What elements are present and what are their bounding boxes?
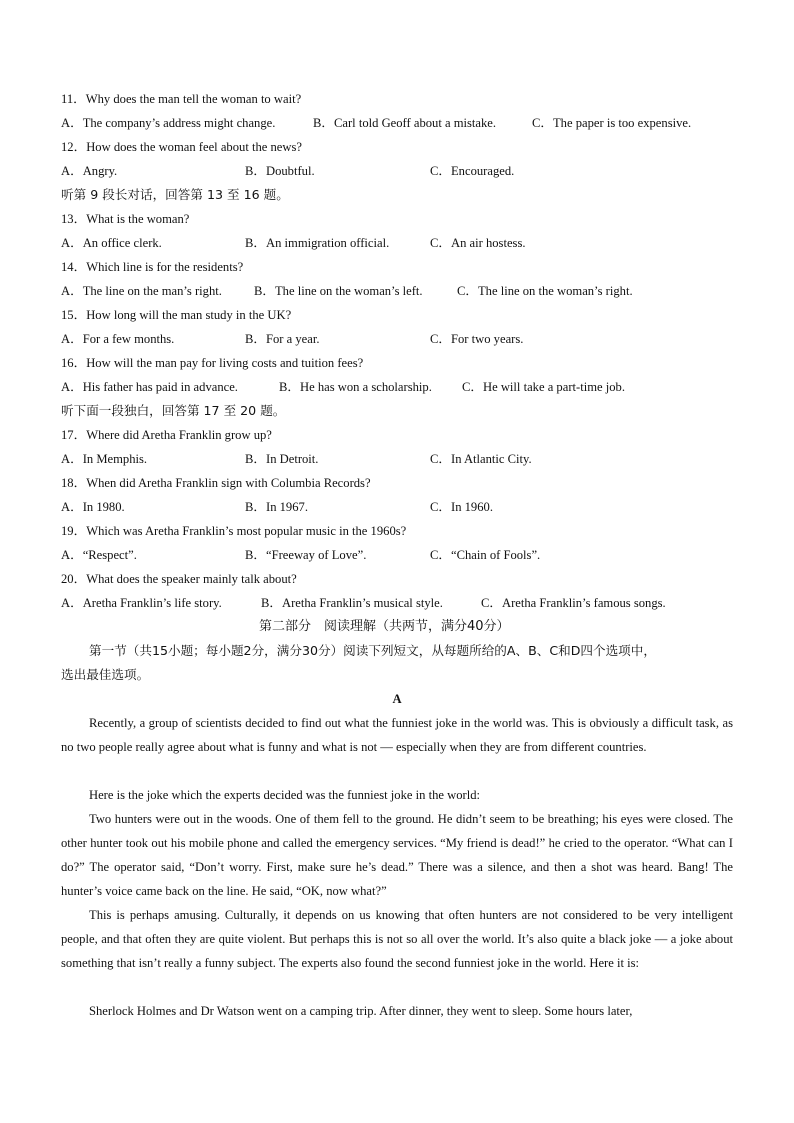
question-13-option-b: B．An immigration official. <box>245 236 390 250</box>
question-12-option-c: C．Encouraged. <box>430 164 515 178</box>
question-18-stem: 18．When did Aretha Franklin sign with Columbia Records? <box>61 476 371 490</box>
question-15-option-b: B．For a year. <box>245 332 320 346</box>
question-12-option-a: A．Angry. <box>61 164 118 178</box>
question-20-stem: 20．What does the speaker mainly talk about? <box>61 572 297 586</box>
question-17-option-b: B．In Detroit. <box>245 452 319 466</box>
question-17-option-c: C．In Atlantic City. <box>430 452 532 466</box>
question-20-option-c: C．Aretha Franklin’s famous songs. <box>481 596 666 610</box>
question-14-option-b: B．The line on the woman’s left. <box>254 284 423 298</box>
question-20-option-a: A．Aretha Franklin’s life story. <box>61 596 222 610</box>
passage-paragraph-4: This is perhaps amusing. Culturally, it depends on us knowing that often hunters are not considered to be very intelligent people, and that often they are quite violent. But perhaps this is not so all over the world. It’s also quite a black joke — a joke about something that isn’t really a funny subject. The experts also found the second funniest joke in the world. Here it is: <box>61 908 733 970</box>
question-12-option-b: B．Doubtful. <box>245 164 315 178</box>
question-19-option-a: A．“Respect”. <box>61 548 137 562</box>
part-2-title: 第二部分 阅读理解（共两节，满分40分） <box>259 619 510 634</box>
question-13-option-a: A．An office clerk. <box>61 236 162 250</box>
question-15-stem: 15．How long will the man study in the UK? <box>61 308 292 322</box>
question-16-option-b: B．He has won a scholarship. <box>279 380 432 394</box>
question-16-stem: 16．How will the man pay for living costs and tuition fees? <box>61 356 364 370</box>
question-14-option-c: C．The line on the woman’s right. <box>457 284 633 298</box>
question-13-option-c: C．An air hostess. <box>430 236 526 250</box>
question-11-stem: 11．Why does the man tell the woman to wait? <box>61 92 302 106</box>
passage-paragraph-5: Sherlock Holmes and Dr Watson went on a camping trip. After dinner, they went to sleep. Some hours later, <box>89 1004 633 1018</box>
question-12-stem: 12．How does the woman feel about the news? <box>61 140 302 154</box>
question-18-option-c: C．In 1960. <box>430 500 493 514</box>
instruction-dialog-9: 听第 9 段长对话，回答第 13 至 16 题。 <box>61 187 289 202</box>
question-17-stem: 17．Where did Aretha Franklin grow up? <box>61 428 272 442</box>
passage-paragraph-3: Two hunters were out in the woods. One of them fell to the ground. He didn’t seem to be breathing; his eyes were closed. The other hunter took out his mobile phone and called the emergency services. “My friend is dead!” he cried to the operator. “What can I do?” The operator said, “Don’t worry. First, make sure he’s dead.” There was a silence, and then a shot was heard. Bang! The hunter’s voice came back on the line. He said, “OK, now what?” <box>61 812 733 898</box>
question-15-option-c: C．For two years. <box>430 332 524 346</box>
question-17-option-a: A．In Memphis. <box>61 452 148 466</box>
question-16-option-c: C．He will take a part-time job. <box>462 380 625 394</box>
question-19-option-c: C．“Chain of Fools”. <box>430 548 541 562</box>
section-1-instructions: 第一节（共15小题；每小题2分，满分30分）阅读下列短文，从每题所给的A、B、C和D四个选项中， <box>89 643 656 658</box>
question-11-option-a: A．The company’s address might change. <box>61 116 276 130</box>
instruction-monologue: 听下面一段独白，回答第 17 至 20 题。 <box>61 403 286 418</box>
question-18-option-a: A．In 1980. <box>61 500 125 514</box>
question-11-option-c: C．The paper is too expensive. <box>532 116 692 130</box>
question-18-option-b: B．In 1967. <box>245 500 308 514</box>
question-14-stem: 14．Which line is for the residents? <box>61 260 244 274</box>
question-14-option-a: A．The line on the man’s right. <box>61 284 222 298</box>
question-16-option-a: A．His father has paid in advance. <box>61 380 238 394</box>
question-15-option-a: A．For a few months. <box>61 332 175 346</box>
question-11-option-b: B．Carl told Geoff about a mistake. <box>313 116 497 130</box>
question-20-option-b: B．Aretha Franklin’s musical style. <box>261 596 443 610</box>
passage-paragraph-1: Recently, a group of scientists decided to find out what the funniest joke in the world was. This is obviously a difficult task, as no two people really agree about what is funny and what is not — especially when they are from different countries. <box>61 716 733 754</box>
passage-paragraph-2: Here is the joke which the experts decided was the funniest joke in the world: <box>89 788 480 802</box>
passage-heading: A <box>392 692 402 706</box>
section-1-instructions-cont: 选出最佳选项。 <box>61 667 150 682</box>
question-13-stem: 13．What is the woman? <box>61 212 190 226</box>
question-19-stem: 19．Which was Aretha Franklin’s most popular music in the 1960s? <box>61 524 407 538</box>
question-19-option-b: B．“Freeway of Love”. <box>245 548 367 562</box>
